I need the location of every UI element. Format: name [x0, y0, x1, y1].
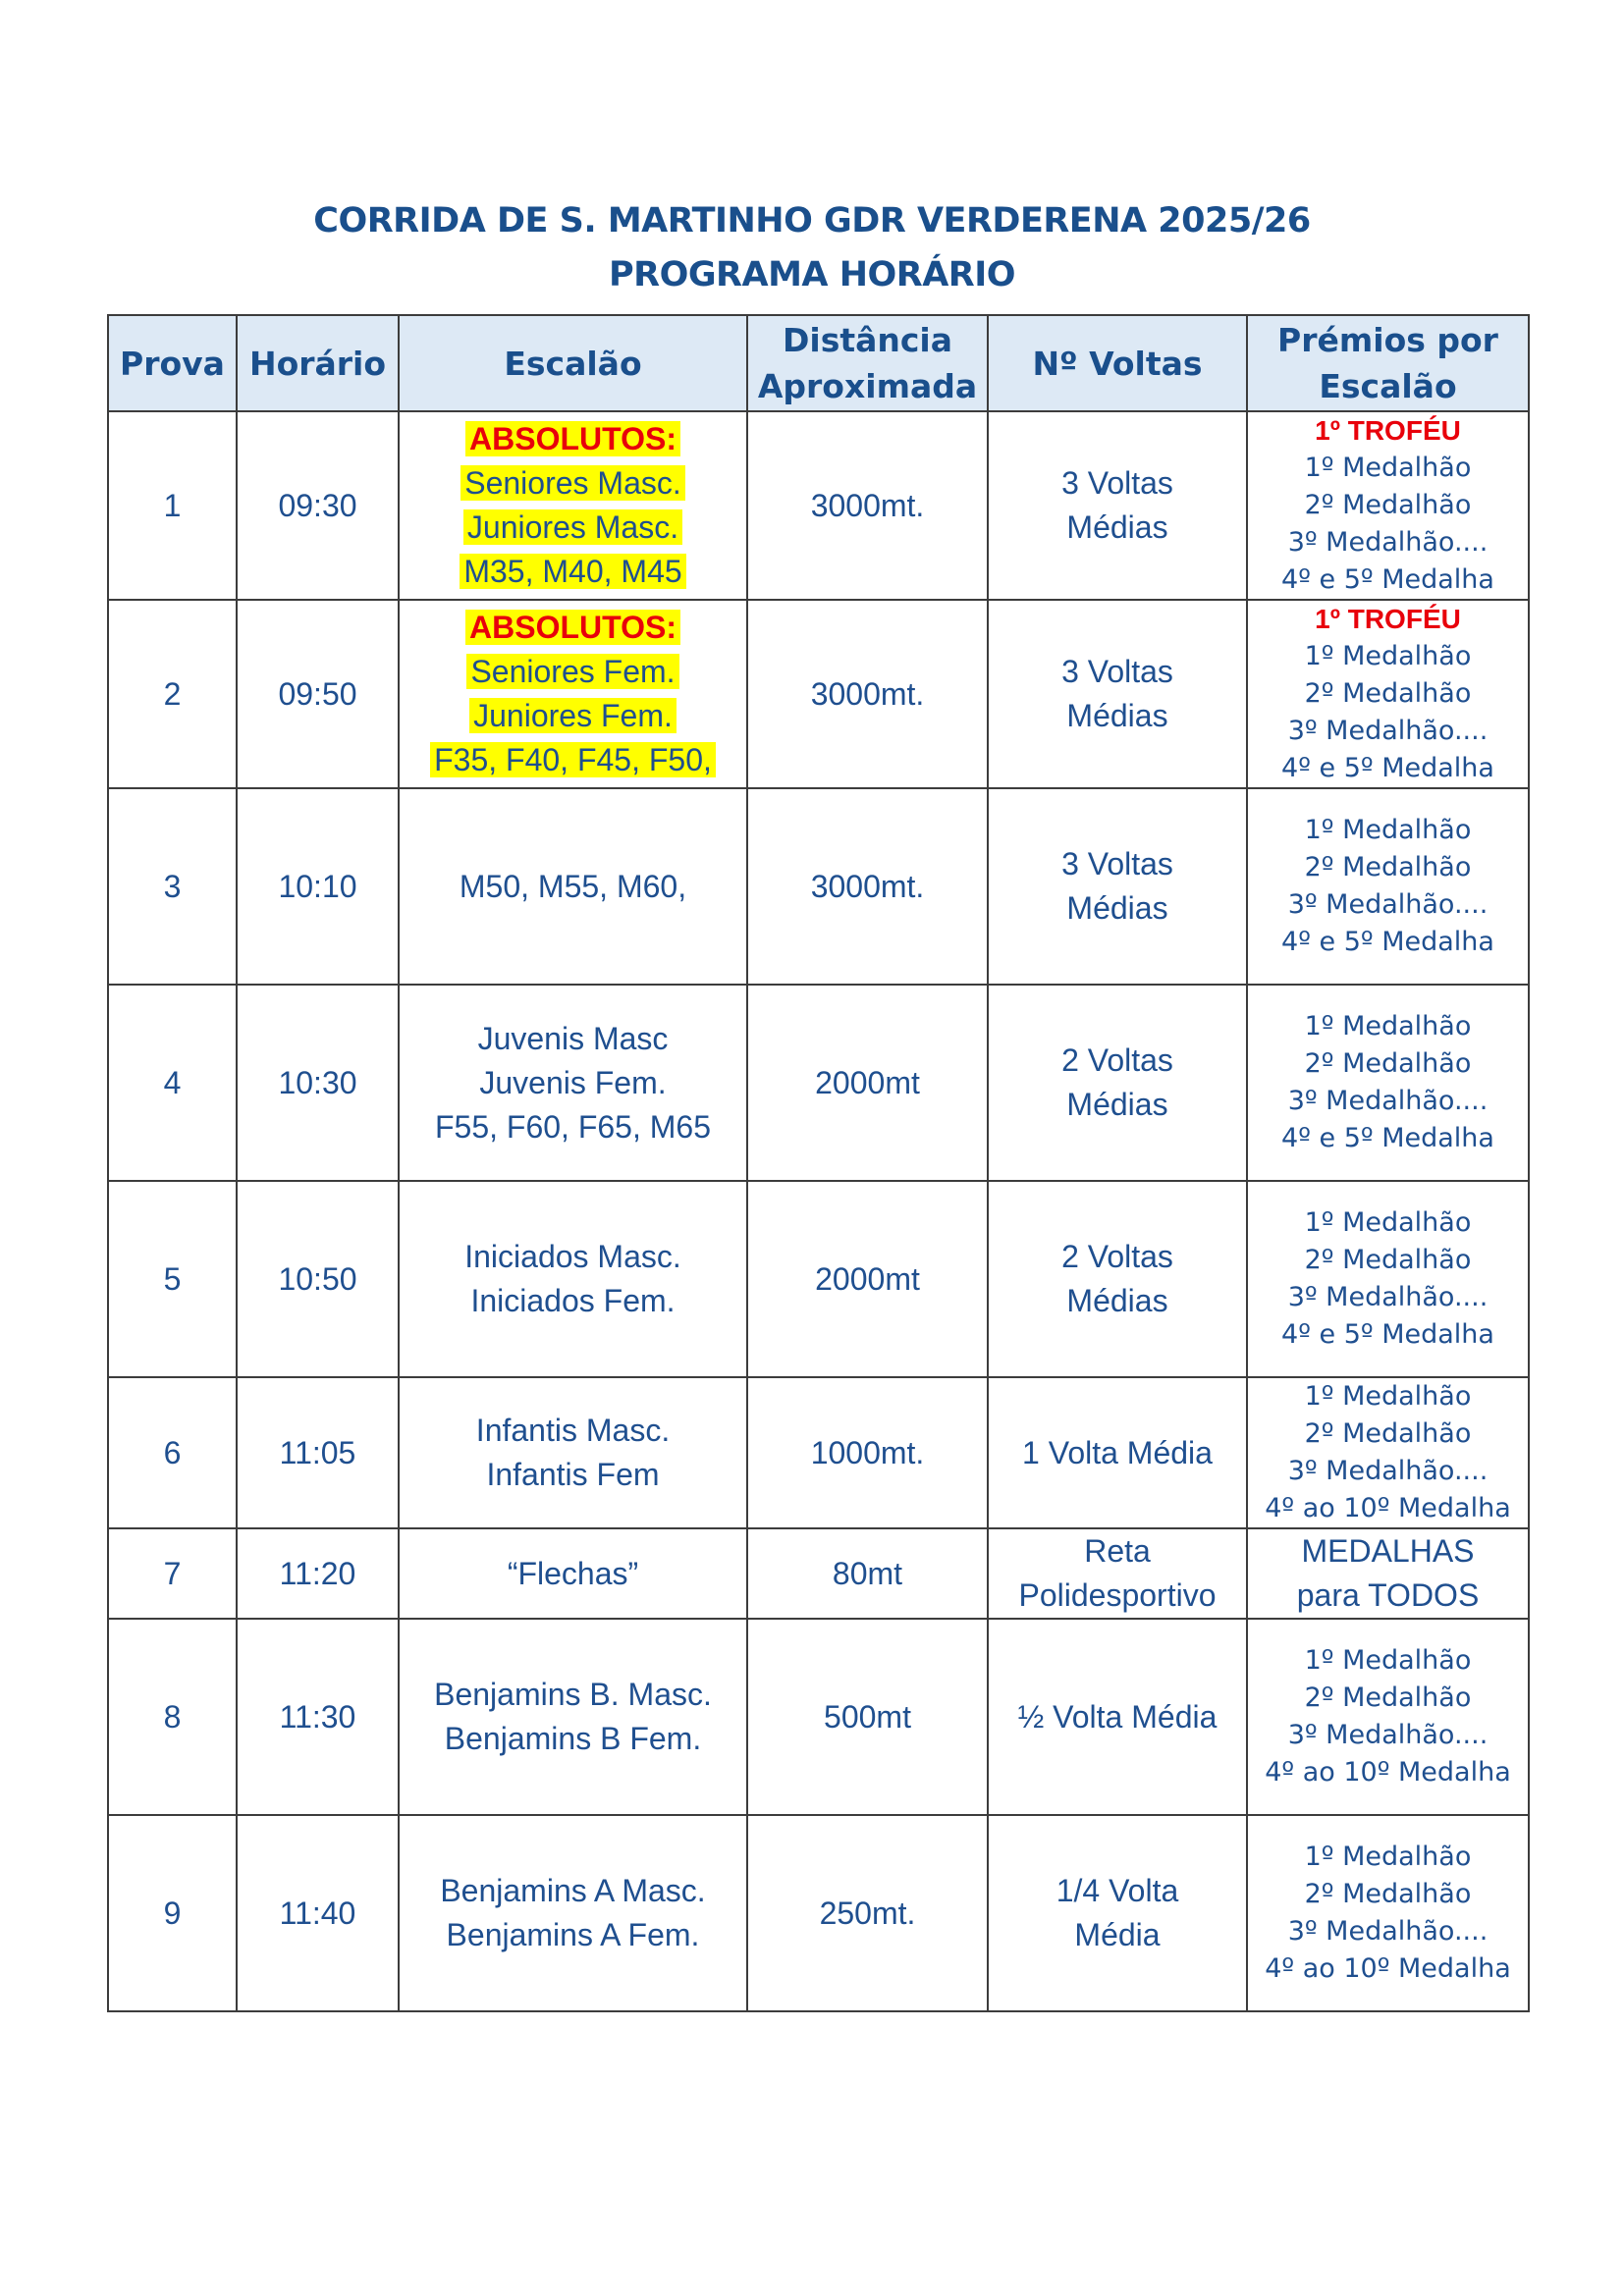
premio-text: 1º Medalhão	[1304, 1381, 1472, 1412]
premio-text: 1º Medalhão	[1304, 1842, 1472, 1872]
premio-text: 3º Medalhão....	[1287, 1456, 1489, 1486]
prova-cell: 8	[108, 1619, 237, 1815]
premio-text: 3º Medalhão....	[1287, 889, 1489, 920]
escalao-text: F55, F60, F65, M65	[434, 1108, 711, 1145]
header-distancia-line1: Distância	[782, 321, 953, 359]
header-prova: Prova	[108, 315, 237, 411]
schedule-table	[107, 314, 1530, 2012]
escalao-text: Benjamins A Masc.	[440, 1873, 706, 1908]
premio-text: 1º Medalhão	[1304, 453, 1472, 483]
header-premios-line2: Escalão	[1319, 367, 1457, 405]
distancia-cell: 1000mt.	[747, 1377, 988, 1528]
voltas-cell	[988, 1815, 1247, 2011]
voltas-text: 3 Voltas	[1061, 654, 1173, 689]
premio-text: 2º Medalhão	[1304, 678, 1472, 709]
escalao-line	[400, 550, 746, 594]
prova-cell: 7	[108, 1528, 237, 1619]
escalao-title-line	[400, 417, 746, 461]
voltas-text: 2 Voltas	[1061, 1042, 1173, 1078]
premios-cell	[1247, 985, 1529, 1181]
voltas-text: Médias	[1066, 509, 1168, 545]
voltas-cell	[988, 1181, 1247, 1377]
premios-cell	[1247, 1377, 1529, 1528]
horario-cell: 11:30	[237, 1619, 399, 1815]
distancia-cell: 500mt	[747, 1619, 988, 1815]
premio-text: 4º ao 10º Medalha	[1265, 1493, 1511, 1523]
voltas-text: 3 Voltas	[1061, 465, 1173, 501]
voltas-text: Médias	[1066, 890, 1168, 926]
premio-text: 2º Medalhão	[1304, 1048, 1472, 1079]
premio-text: 4º ao 10º Medalha	[1265, 1953, 1511, 1984]
header-premios-line1: Prémios por	[1277, 321, 1498, 359]
voltas-cell	[988, 600, 1247, 788]
trofeu-text: 1º TROFÉU	[1315, 604, 1461, 634]
header-distancia	[747, 315, 988, 411]
voltas-cell	[988, 1528, 1247, 1619]
escalao-title: ABSOLUTOS:	[465, 610, 680, 645]
escalao-cell	[399, 600, 747, 788]
header-row	[108, 315, 1529, 411]
voltas-text: Médias	[1066, 1087, 1168, 1122]
premio-text: 2º Medalhão	[1304, 490, 1472, 520]
trofeu-text: 1º TROFÉU	[1315, 415, 1461, 446]
premio-text: 2º Medalhão	[1304, 1418, 1472, 1449]
prova-cell: 9	[108, 1815, 237, 2011]
document-subtitle: PROGRAMA HORÁRIO	[608, 255, 1016, 294]
horario-cell: 11:40	[237, 1815, 399, 2011]
escalao-text: Seniores Fem.	[466, 654, 678, 689]
table-row	[108, 600, 1529, 788]
premio-text: 4º ao 10º Medalha	[1265, 1757, 1511, 1788]
escalao-cell	[399, 1619, 747, 1815]
escalao-cell	[399, 1377, 747, 1528]
premio-text: MEDALHAS	[1301, 1533, 1475, 1569]
prova-cell: 1	[108, 411, 237, 600]
escalao-text: F35, F40, F45, F50,	[430, 742, 716, 777]
voltas-text: Reta	[1084, 1533, 1151, 1569]
premios-cell	[1247, 788, 1529, 985]
premios-cell	[1247, 1528, 1529, 1619]
voltas-text: Média	[1074, 1917, 1161, 1952]
premio-text: 2º Medalhão	[1304, 1879, 1472, 1909]
voltas-cell	[988, 788, 1247, 985]
premio-text: 1º Medalhão	[1304, 1645, 1472, 1676]
escalao-cell	[399, 1528, 747, 1619]
escalao-cell	[399, 1181, 747, 1377]
document-title: CORRIDA DE S. MARTINHO GDR VERDERENA 2025/26	[313, 201, 1311, 240]
distancia-cell: 3000mt.	[747, 411, 988, 600]
premio-text: 4º e 5º Medalha	[1281, 753, 1494, 783]
premio-text: 1º Medalhão	[1304, 1011, 1472, 1041]
voltas-cell	[988, 411, 1247, 600]
escalao-text: Iniciados Masc.	[464, 1239, 681, 1274]
horario-cell: 10:30	[237, 985, 399, 1181]
voltas-text: Polidesportivo	[1018, 1577, 1217, 1613]
escalao-text: M35, M40, M45	[460, 554, 685, 589]
horario-cell: 11:05	[237, 1377, 399, 1528]
table-row	[108, 788, 1529, 985]
prova-cell: 2	[108, 600, 237, 788]
escalao-text: Juvenis Masc	[477, 1020, 669, 1056]
escalao-line	[400, 738, 746, 782]
premio-text: 3º Medalhão....	[1287, 1282, 1489, 1312]
distancia-cell: 2000mt	[747, 985, 988, 1181]
table-row	[108, 411, 1529, 600]
premio-text: 2º Medalhão	[1304, 852, 1472, 882]
voltas-text: 1 Volta Média	[1022, 1434, 1213, 1470]
premios-cell	[1247, 1619, 1529, 1815]
horario-cell: 10:10	[237, 788, 399, 985]
escalao-line	[400, 506, 746, 550]
escalao-cell	[399, 411, 747, 600]
header-distancia-line2: Aproximada	[757, 367, 978, 405]
horario-cell: 09:30	[237, 411, 399, 600]
escalao-text: Benjamins B. Masc.	[434, 1677, 712, 1712]
escalao-text: Seniores Masc.	[460, 465, 685, 501]
table-row	[108, 1181, 1529, 1377]
header-escalao: Escalão	[399, 315, 747, 411]
escalao-text: Juniores Masc.	[463, 509, 682, 545]
premio-text: 3º Medalhão....	[1287, 716, 1489, 746]
voltas-text: Médias	[1066, 698, 1168, 733]
voltas-cell	[988, 1619, 1247, 1815]
escalao-text: Iniciados Fem.	[470, 1283, 676, 1318]
escalao-line	[400, 694, 746, 738]
horario-cell: 11:20	[237, 1528, 399, 1619]
premio-text: 4º e 5º Medalha	[1281, 1123, 1494, 1153]
prova-cell: 6	[108, 1377, 237, 1528]
escalao-line	[400, 461, 746, 506]
voltas-cell	[988, 1377, 1247, 1528]
horario-cell: 10:50	[237, 1181, 399, 1377]
voltas-text: 3 Voltas	[1061, 846, 1173, 881]
premios-cell	[1247, 1181, 1529, 1377]
header-premios	[1247, 315, 1529, 411]
premio-text: 2º Medalhão	[1304, 1682, 1472, 1713]
voltas-text: 2 Voltas	[1061, 1239, 1173, 1274]
premio-text: 3º Medalhão....	[1287, 1086, 1489, 1116]
prova-cell: 5	[108, 1181, 237, 1377]
table-row	[108, 1815, 1529, 2011]
escalao-cell	[399, 985, 747, 1181]
escalao-text: Juvenis Fem.	[479, 1064, 667, 1100]
escalao-text: Juniores Fem.	[469, 698, 677, 733]
escalao-text: Infantis Fem	[486, 1457, 660, 1492]
table-row	[108, 985, 1529, 1181]
escalao-text: Infantis Masc.	[475, 1413, 671, 1448]
header-voltas: Nº Voltas	[988, 315, 1247, 411]
escalao-line	[400, 650, 746, 694]
distancia-cell: 2000mt	[747, 1181, 988, 1377]
distancia-cell: 3000mt.	[747, 788, 988, 985]
voltas-text: ½ Volta Média	[1017, 1698, 1218, 1735]
voltas-cell	[988, 985, 1247, 1181]
voltas-text: 1/4 Volta	[1056, 1873, 1179, 1908]
distancia-cell: 250mt.	[747, 1815, 988, 2011]
escalao-cell	[399, 1815, 747, 2011]
premio-text: 4º e 5º Medalha	[1281, 1319, 1494, 1350]
premio-text: 1º Medalhão	[1304, 815, 1472, 845]
premio-text: 4º e 5º Medalha	[1281, 927, 1494, 957]
premios-cell	[1247, 411, 1529, 600]
escalao-title-line	[400, 606, 746, 650]
premio-text: para TODOS	[1296, 1577, 1480, 1613]
escalao-text: Benjamins B Fem.	[444, 1721, 702, 1756]
escalao-text: M50, M55, M60,	[459, 868, 687, 904]
premios-cell	[1247, 1815, 1529, 2011]
voltas-text: Médias	[1066, 1283, 1168, 1318]
premio-text: 4º e 5º Medalha	[1281, 564, 1494, 595]
table-row	[108, 1528, 1529, 1619]
distancia-cell: 3000mt.	[747, 600, 988, 788]
escalao-text: “Flechas”	[507, 1555, 639, 1591]
distancia-cell: 80mt	[747, 1528, 988, 1619]
escalao-cell	[399, 788, 747, 985]
premio-text: 3º Medalhão....	[1287, 1720, 1489, 1750]
escalao-text: Benjamins A Fem.	[446, 1917, 700, 1952]
premio-text: 1º Medalhão	[1304, 641, 1472, 671]
premio-text: 1º Medalhão	[1304, 1207, 1472, 1238]
table-row	[108, 1377, 1529, 1528]
prova-cell: 4	[108, 985, 237, 1181]
header-horario: Horário	[237, 315, 399, 411]
premios-cell	[1247, 600, 1529, 788]
horario-cell: 09:50	[237, 600, 399, 788]
table-row	[108, 1619, 1529, 1815]
premio-text: 2º Medalhão	[1304, 1245, 1472, 1275]
escalao-title: ABSOLUTOS:	[465, 421, 680, 456]
premio-text: 3º Medalhão....	[1287, 527, 1489, 558]
premio-text: 3º Medalhão....	[1287, 1916, 1489, 1947]
prova-cell: 3	[108, 788, 237, 985]
